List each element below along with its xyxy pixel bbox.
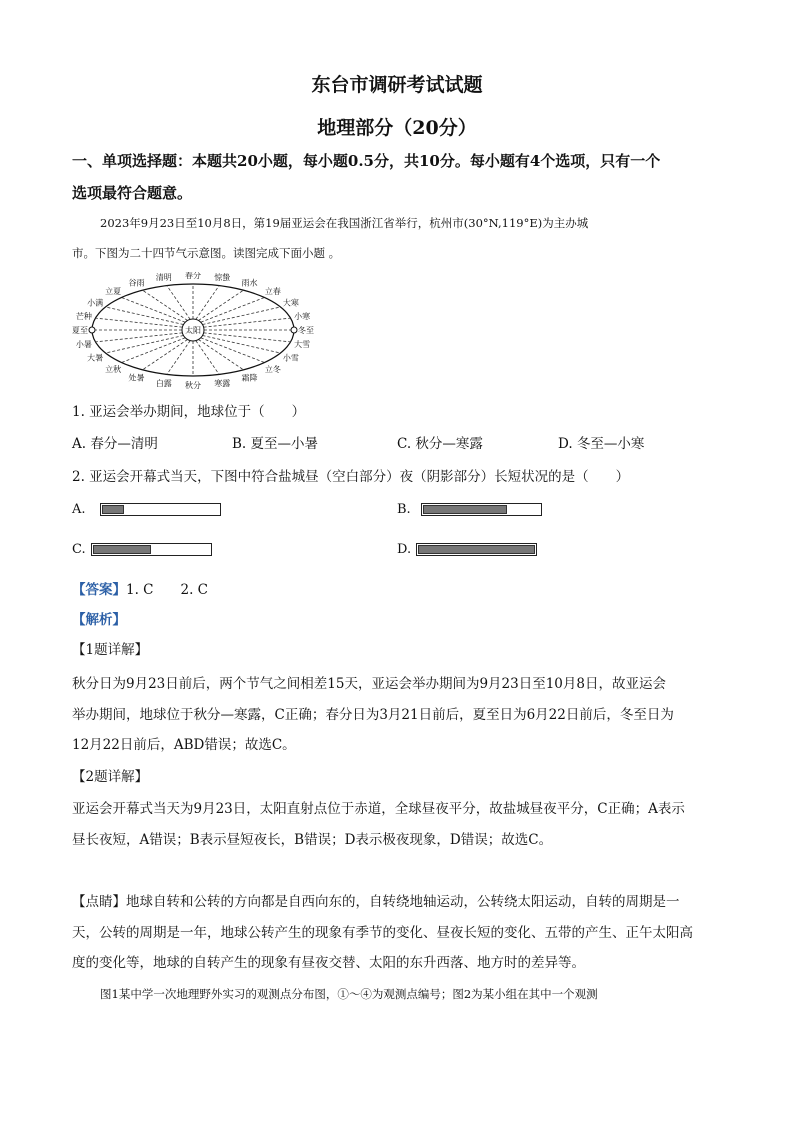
term-spoke: [204, 318, 291, 327]
term-label: 霜降: [241, 373, 258, 383]
page-title: 东台市调研考试试题: [311, 74, 483, 96]
term-label: 春分: [185, 272, 201, 280]
term-spoke: [122, 297, 186, 322]
term-label: 立秋: [105, 364, 122, 374]
term-label: 秋分: [185, 381, 201, 390]
term-label: 大雪: [294, 340, 311, 350]
term-label: 小暑: [75, 340, 92, 350]
term-spoke: [203, 307, 281, 325]
analysis-tag: 【解析】: [72, 612, 126, 628]
term-spoke: [201, 338, 265, 363]
term-spoke: [95, 333, 182, 342]
d1-tag: 【1题详解】: [72, 642, 149, 658]
q2-stem: 2. 亚运会开幕式当天，下图中符合盐城昼（空白部分）夜（阴影部分）长短状况的是（ ）: [72, 469, 630, 485]
d1-line3: 12月22日前后，ABD错误；故选C。: [72, 737, 296, 753]
term-spoke: [204, 333, 291, 342]
tip-line1: [72, 890, 680, 910]
term-label: 冬至: [298, 326, 314, 335]
term-label: 大寒: [282, 298, 299, 308]
q1-stem: 1. 亚运会举办期间，地球位于（ ）: [72, 404, 306, 420]
term-label: 小满: [87, 298, 104, 308]
term-label: 小雪: [282, 353, 299, 363]
page-subtitle: 地理部分（20分）: [317, 117, 477, 139]
d2-line1: 亚运会开幕式当天为9月23日，太阳直射点位于赤道，全球昼夜平分，故盐城昼夜平分，C正确；A表示: [72, 801, 685, 817]
term-label: 雨水: [241, 278, 258, 288]
intro-line2: 市。下图为二十四节气示意图。读图完成下面小题 。: [72, 246, 341, 260]
term-label: 立春: [264, 287, 281, 297]
q2-bar-c: [91, 543, 212, 556]
term-label: 惊蛰: [214, 272, 231, 282]
tip-tag: 【点睛】: [72, 894, 126, 910]
night-segment-c: [93, 545, 151, 554]
tip-line2: 天，公转的周期是一年，地球公转产生的现象有季节的变化、昼夜长短的变化、五带的产生、正午太阳高: [72, 925, 693, 941]
d2-tag: 【2题详解】: [72, 769, 149, 785]
term-spoke: [201, 297, 265, 322]
q1-option-b: B. 夏至—小暑: [232, 436, 319, 452]
q2-label-a: A.: [72, 502, 86, 517]
intro-line1: 2023年9月23日至10月8日，第19届亚运会在我国浙江省举行，杭州市(30°N,119°E)为主办城: [100, 216, 589, 230]
q2-label-b: B.: [397, 502, 411, 517]
answer-text: 1. C 2. C: [126, 582, 209, 598]
q2-label-c: C.: [72, 542, 86, 557]
section-heading-line2: 选项最符合题意。: [72, 184, 193, 202]
term-label: 立冬: [264, 364, 281, 374]
d1-line2: 举办期间，地球位于秋分—寒露，C正确；春分日为3月21日前后，夏至日为6月22日前后，冬至日为: [72, 707, 674, 723]
next-question-intro: 图1某中学一次地理野外实习的观测点分布图，①～④为观测点编号；图2为某小组在其中一个观测: [100, 987, 598, 1001]
term-spoke: [95, 318, 182, 327]
term-spoke: [106, 307, 184, 325]
sun-label: 太阳: [185, 326, 201, 335]
term-label: 芒种: [75, 311, 92, 321]
night-segment-b: [423, 505, 507, 514]
tip-text1: 地球自转和公转的方向都是自西向东的，自转绕地轴运动，公转绕太阳运动，自转的周期是一: [126, 894, 680, 910]
answer-line: [72, 578, 208, 598]
q2-bar-d: [416, 543, 537, 556]
summer-solstice-dot: [89, 327, 95, 333]
term-label: 立夏: [105, 287, 122, 297]
section-heading-line1: 一、单项选择题：本题共20小题，每小题0.5分，共10分。每小题有4个选项，只有一个: [72, 152, 661, 170]
night-segment-d: [418, 545, 535, 554]
term-label: 寒露: [214, 379, 231, 389]
q2-bar-b: [421, 503, 542, 516]
term-label: 谷雨: [128, 278, 145, 288]
term-label: 处暑: [128, 373, 145, 383]
q2-bar-a: [100, 503, 221, 516]
winter-solstice-dot: [291, 327, 297, 333]
q1-option-a: A. 春分—清明: [72, 436, 158, 452]
q1-option-c: C. 秋分—寒露: [397, 436, 483, 452]
term-label: 大暑: [87, 353, 104, 363]
tip-line3: 度的变化等，地球的自转产生的现象有昼夜交替、太阳的东升西落、地方时的差异等。: [72, 955, 585, 971]
term-label: 白露: [155, 379, 172, 389]
answer-tag: 【答案】: [72, 582, 126, 598]
term-label: 清明: [155, 272, 172, 282]
d2-line2: 昼长夜短，A错误；B表示昼短夜长，B错误；D表示极夜现象，D错误；故选C。: [72, 832, 553, 848]
term-label: 小寒: [294, 311, 311, 321]
term-label: 夏至: [72, 326, 88, 335]
solar-terms-diagram: [68, 272, 338, 390]
term-spoke: [203, 336, 281, 354]
term-spoke: [122, 338, 186, 363]
term-spoke: [106, 336, 184, 354]
q2-label-d: D.: [397, 542, 412, 557]
q1-option-d: D. 冬至—小寒: [558, 436, 645, 452]
d1-line1: 秋分日为9月23日前后，两个节气之间相差15天，亚运会举办期间为9月23日至10月8日，故亚运会: [72, 676, 666, 692]
night-segment-a: [102, 505, 124, 514]
